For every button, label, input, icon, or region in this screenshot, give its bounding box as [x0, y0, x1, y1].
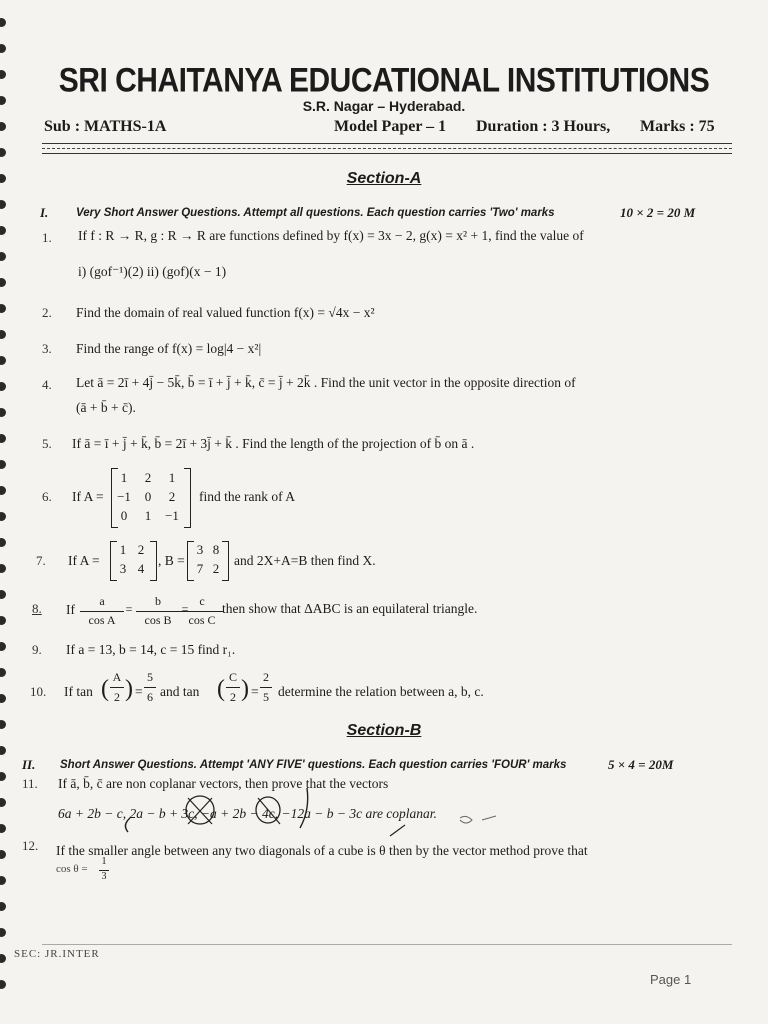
q8-frac-line: [80, 611, 124, 612]
matrix-cell: −1: [165, 508, 179, 523]
q7-number: 7.: [36, 553, 46, 568]
footer-section: SEC: JR.INTER: [14, 948, 100, 960]
matrix-cell: 3: [119, 561, 127, 576]
q10-frac1-line: [110, 687, 124, 688]
section-a-title: Section-A: [346, 170, 422, 187]
pen-annotations: [100, 770, 520, 850]
section-a-roman: I.: [40, 205, 49, 220]
page-number: Page 1: [650, 972, 692, 987]
q8-frac-line: [180, 611, 224, 612]
matrix-cell: 7: [196, 561, 204, 576]
q8-prefix: If: [66, 602, 75, 617]
institution-title: SRI CHAITANYA EDUCATIONAL INSTITUTIONS: [58, 61, 710, 100]
matrix-cell: 3: [196, 542, 204, 557]
q7-prefix: If A =: [68, 553, 100, 568]
q12-text: If the smaller angle between any two diagonals of a cube is θ then by the vector method prove that: [56, 843, 588, 858]
q6-number: 6.: [42, 489, 52, 504]
q9-text: If a = 13, b = 14, c = 15 find r₁.: [66, 642, 236, 657]
q12-result-prefix: cos θ =: [56, 863, 88, 875]
q6-prefix: If A =: [72, 489, 104, 504]
section-b-marks: 5 × 4 = 20M: [608, 757, 674, 772]
q11-text: If ā, b̄, c̄ are non coplanar vectors, then prove that the vectors: [58, 776, 389, 791]
q8-frac-numerator: a: [99, 594, 105, 608]
q8-frac-denominator: cos C: [188, 613, 216, 627]
section-a-instruction: Very Short Answer Questions. Attempt all questions. Each question carries 'Two' marks: [76, 207, 555, 219]
section-a-marks: 10 × 2 = 20 M: [620, 205, 696, 220]
matrix-cell: 2: [168, 489, 176, 504]
section-b-instruction: Short Answer Questions. Attempt 'ANY FIVE' questions. Each question carries 'FOUR' marks: [60, 759, 567, 771]
q8-equals: =: [181, 602, 189, 616]
q8-number: 8.: [32, 601, 42, 616]
paper-name: Model Paper – 1: [334, 118, 447, 135]
q12-frac-den: 3: [101, 871, 107, 882]
matrix-cell: −1: [117, 489, 131, 504]
q12-number: 12.: [22, 838, 39, 853]
q5-number: 5.: [42, 436, 52, 451]
footer-rule: [42, 944, 732, 945]
q4-number: 4.: [42, 377, 52, 392]
q7-suffix: and 2X+A=B then find X.: [234, 553, 376, 568]
q10-suffix: determine the relation between a, b, c.: [278, 684, 484, 699]
q10-val1-line: [144, 687, 156, 688]
matrix-cell: 1: [144, 508, 152, 523]
q8-frac-numerator: b: [155, 594, 161, 608]
q4-vector-sum: (ā + b̄ + c̄).: [76, 400, 136, 415]
q10-val1-den: 6: [147, 690, 153, 704]
q8-frac-line: [136, 611, 180, 612]
matrix-cell: 2: [144, 470, 152, 485]
q10-frac2-den: 2: [230, 690, 236, 704]
q8-suffix: then show that ΔABC is an equilateral triangle.: [222, 601, 478, 616]
matrix-cell: 2: [212, 561, 220, 576]
q10-prefix: If tan: [64, 684, 93, 699]
q10-val2-num: 2: [263, 670, 269, 684]
duration: Duration : 3 Hours,: [476, 118, 611, 135]
q10-paren-close-1: ): [125, 676, 133, 702]
q1-number: 1.: [42, 230, 52, 245]
header-rule: [42, 143, 732, 144]
q10-paren-open-2: (: [217, 676, 225, 702]
q3-text: Find the range of f(x) = log|4 − x²|: [76, 341, 262, 356]
q10-paren-close-2: ): [241, 676, 249, 702]
q7-mid: , B =: [158, 553, 185, 568]
q5-text: If ā = ī + j̄ + k̄, b̄ = 2ī + 3j̄ + k̄ . Find the length of the projection of b̄ on ā .: [72, 436, 475, 451]
q10-val2-line: [260, 687, 272, 688]
matrix-cell: 8: [212, 542, 220, 557]
q8-frac-denominator: cos A: [88, 613, 116, 627]
q10-eq1: =: [135, 684, 143, 699]
subject: Sub : MATHS-1A: [44, 118, 167, 135]
matrix-cell: 1: [168, 470, 176, 485]
q6-suffix: find the rank of A: [199, 489, 295, 504]
section-b-title: Section-B: [346, 722, 422, 739]
q10-eq2: =: [251, 684, 259, 699]
q6-matrix-right-bracket: [184, 468, 191, 528]
q8-frac-numerator: c: [199, 594, 205, 608]
q2-number: 2.: [42, 305, 52, 320]
q11-number: 11.: [22, 776, 38, 791]
matrix-cell: 4: [137, 561, 145, 576]
matrix-cell: 2: [137, 542, 145, 557]
q10-paren-open-1: (: [101, 676, 109, 702]
q8-frac-denominator: cos B: [144, 613, 172, 627]
q10-val1-num: 5: [147, 670, 153, 684]
q12-frac-num: 1: [101, 856, 107, 867]
header-dashed-rule: [42, 148, 732, 149]
q8-equals: =: [125, 602, 133, 616]
q10-frac2-line: [226, 687, 240, 688]
section-b-roman: II.: [22, 757, 36, 772]
q11-vectors: 6a + 2b − c, 2a − b + 3c, −a + 2b − 4c, −12a − b − 3c are coplanar.: [58, 806, 437, 821]
header-rule-lower: [42, 153, 732, 154]
q1-subparts: i) (gof⁻¹)(2) ii) (gof)(x − 1): [78, 264, 227, 279]
total-marks: Marks : 75: [640, 118, 715, 135]
q4-text: Let ā = 2ī + 4j̄ − 5k̄, b̄ = ī + j̄ + k̄, c̄ = j̄ + 2k̄ . Find the unit vector in the opposite direction of: [76, 375, 576, 390]
q10-val2-den: 5: [263, 690, 269, 704]
q10-number: 10.: [30, 684, 47, 699]
q3-number: 3.: [42, 341, 52, 356]
matrix-cell: 1: [120, 470, 128, 485]
q10-frac2-num: C: [228, 670, 237, 684]
q10-and: and tan: [160, 684, 200, 699]
matrix-cell: 0: [144, 489, 152, 504]
q9-number: 9.: [32, 642, 42, 657]
q10-frac1-den: 2: [114, 690, 120, 704]
q10-frac1-num: A: [112, 670, 122, 684]
q2-text: Find the domain of real valued function f(x) = √4x − x²: [76, 305, 375, 320]
matrix-cell: 0: [120, 508, 128, 523]
location: S.R. Nagar – Hyderabad.: [302, 98, 466, 114]
q1-text: If f : R → R, g : R → R are functions defined by f(x) = 3x − 2, g(x) = x² + 1, find the value of: [78, 228, 584, 243]
matrix-cell: 1: [119, 542, 127, 557]
